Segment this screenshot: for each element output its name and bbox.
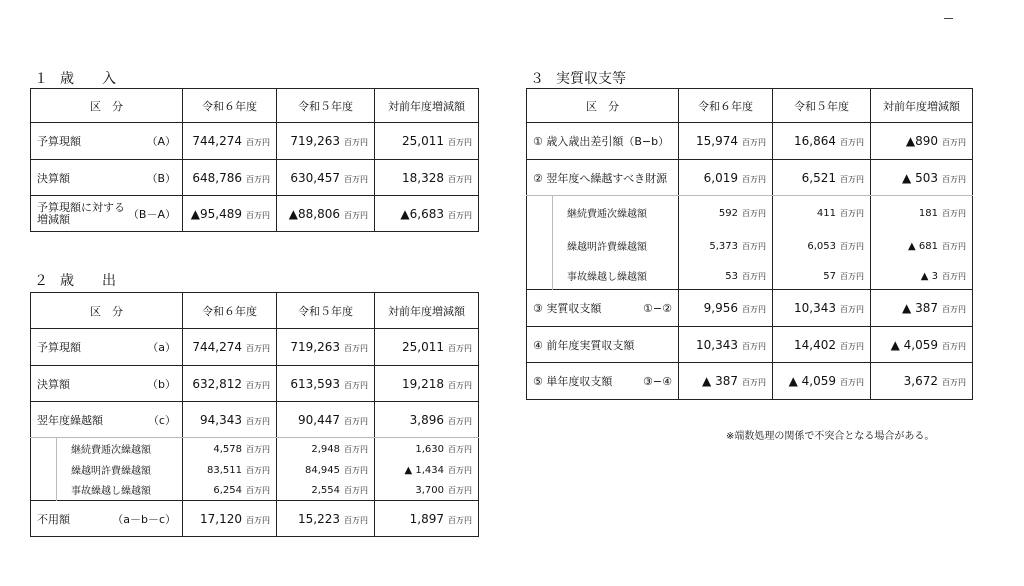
value-r5: 613,593	[290, 376, 340, 391]
unit-label: 百万円	[246, 138, 270, 147]
unit-label: 百万円	[942, 378, 966, 387]
sub-row	[527, 196, 973, 230]
value-r5: 6,053	[807, 241, 836, 252]
unit-label: 百万円	[742, 305, 766, 314]
value-r5: 719,263	[290, 134, 340, 148]
row-code: （b）	[147, 377, 176, 391]
value-r5: 15,223	[298, 511, 340, 526]
header-category: 区 分	[527, 89, 679, 123]
value-r6: 10,343	[696, 337, 738, 352]
table-row	[31, 501, 479, 537]
value-r5: 2,554	[311, 485, 340, 497]
unit-label: 百万円	[742, 341, 766, 351]
header-r6: 令和６年度	[183, 89, 277, 123]
unit-label: 百万円	[448, 344, 472, 353]
unit-label: 百万円	[246, 444, 270, 454]
table-row	[31, 196, 479, 232]
header-r5: 令和５年度	[277, 293, 375, 329]
expenditure-header-row	[31, 293, 479, 329]
header-r6: 令和６年度	[183, 293, 277, 329]
row-code: （B－A）	[127, 207, 176, 221]
row-label: ③ 実質収支額	[533, 302, 602, 315]
unit-label: 百万円	[942, 271, 966, 281]
value-diff: ▲ 681	[908, 241, 938, 252]
unit-label: 百万円	[448, 174, 472, 184]
sub-row-label: 継続費逓次繰越額	[553, 196, 679, 230]
value-diff: 25,011	[402, 134, 444, 148]
row-code: （B）	[146, 171, 176, 185]
value-r5: 2,948	[311, 443, 340, 455]
row-label: ② 翌年度へ繰越すべき財源	[527, 160, 679, 196]
unit-label: 百万円	[742, 242, 766, 251]
value-r6: 17,120	[200, 511, 242, 526]
row-code: （a－b－c）	[112, 512, 176, 526]
unit-label: 百万円	[448, 515, 472, 525]
value-r5: ▲88,806	[288, 206, 340, 221]
unit-label: 百万円	[246, 344, 270, 353]
header-diff: 対前年度増減額	[375, 293, 479, 329]
unit-label: 百万円	[840, 341, 864, 351]
row-code: ①−②	[643, 301, 672, 315]
value-r6: ▲95,489	[190, 206, 242, 221]
value-r5: ▲ 4,059	[788, 374, 836, 388]
value-r5: 90,447	[298, 412, 340, 427]
sub-row-label: 継続費逓次繰越額	[57, 438, 183, 459]
unit-label: 百万円	[246, 486, 270, 496]
unit-label: 百万円	[742, 209, 766, 219]
row-label: 決算額	[37, 171, 70, 185]
revenue-header-row	[31, 89, 479, 123]
value-diff: ▲890	[905, 134, 938, 148]
value-r5: 411	[816, 208, 836, 220]
unit-label: 百万円	[448, 486, 472, 496]
unit-label: 百万円	[246, 416, 270, 426]
value-diff: 1,897	[409, 511, 444, 526]
row-label: ⑤ 単年度収支額	[533, 375, 613, 388]
value-diff: 1,630	[415, 443, 444, 455]
unit-label: 百万円	[448, 210, 472, 220]
header-diff: 対前年度増減額	[871, 89, 973, 123]
unit-label: 百万円	[344, 210, 368, 220]
row-label: 予算現額	[37, 341, 81, 354]
value-r6: 15,974	[696, 134, 738, 148]
corner-mark	[944, 18, 953, 19]
value-r6: 592	[718, 208, 738, 220]
table-row	[31, 402, 479, 438]
unit-label: 百万円	[448, 444, 472, 454]
table-row	[31, 366, 479, 402]
unit-label: 百万円	[942, 305, 966, 314]
unit-label: 百万円	[942, 341, 966, 351]
unit-label: 百万円	[840, 378, 864, 387]
unit-label: 百万円	[344, 380, 368, 390]
header-diff: 対前年度増減額	[375, 89, 479, 123]
row-label-line2: 増減額	[37, 212, 70, 226]
value-r5: 6,521	[801, 170, 836, 185]
unit-label: 百万円	[344, 486, 368, 496]
value-diff: 181	[918, 208, 938, 220]
row-code: ③−④	[643, 374, 672, 388]
unit-label: 百万円	[344, 515, 368, 525]
value-r6: 6,019	[703, 170, 738, 185]
table-row	[527, 290, 973, 327]
row-code: （A）	[146, 135, 176, 148]
expenditure-section-title: ２ 歳 出	[34, 273, 116, 289]
value-r5: 84,945	[305, 464, 340, 476]
value-diff: ▲ 1,434	[404, 464, 444, 476]
value-diff: 19,218	[402, 376, 444, 391]
unit-label: 百万円	[742, 138, 766, 147]
header-category: 区 分	[31, 293, 183, 329]
value-r6: 9,956	[703, 301, 738, 315]
value-r6: 648,786	[192, 170, 242, 185]
table-row	[527, 160, 973, 196]
row-label: 不用額	[37, 512, 70, 526]
unit-label: 百万円	[742, 378, 766, 387]
value-r5: 16,864	[794, 134, 836, 148]
unit-label: 百万円	[942, 209, 966, 219]
unit-label: 百万円	[742, 174, 766, 184]
value-r5: 14,402	[794, 337, 836, 352]
value-diff: ▲6,683	[400, 206, 444, 221]
unit-label: 百万円	[742, 271, 766, 281]
sub-row	[527, 262, 973, 290]
unit-label: 百万円	[942, 138, 966, 147]
value-diff: ▲ 3	[920, 270, 938, 282]
sub-row	[31, 438, 479, 459]
unit-label: 百万円	[448, 465, 472, 475]
unit-label: 百万円	[344, 138, 368, 147]
unit-label: 百万円	[840, 138, 864, 147]
sub-row-label: 事故繰越し繰越額	[553, 262, 679, 290]
balance-header-row	[527, 89, 973, 123]
row-label: ④ 前年度実質収支額	[533, 338, 635, 352]
unit-label: 百万円	[344, 444, 368, 454]
unit-label: 百万円	[246, 465, 270, 475]
header-r5: 令和５年度	[773, 89, 871, 123]
expenditure-table	[30, 292, 479, 537]
sub-row-label: 繰越明許費繰越額	[553, 230, 679, 262]
value-r6: 744,274	[192, 134, 242, 148]
unit-label: 百万円	[344, 174, 368, 184]
unit-label: 百万円	[246, 515, 270, 525]
footnote: ※端数処理の関係で不突合となる場合がある。	[726, 431, 935, 442]
unit-label: 百万円	[246, 174, 270, 184]
unit-label: 百万円	[246, 210, 270, 220]
sub-row-label: 事故繰越し繰越額	[57, 480, 183, 501]
header-r5: 令和５年度	[277, 89, 375, 123]
value-diff: 3,896	[409, 412, 444, 427]
unit-label: 百万円	[840, 305, 864, 314]
value-r5: 10,343	[794, 301, 836, 315]
row-label: 決算額	[37, 377, 70, 391]
value-diff: 18,328	[402, 170, 444, 185]
sub-row-label: 繰越明許費繰越額	[57, 459, 183, 480]
unit-label: 百万円	[344, 344, 368, 353]
revenue-section-title: １ 歳 入	[34, 71, 116, 87]
value-diff: ▲ 387	[902, 301, 938, 315]
revenue-table	[30, 88, 479, 232]
unit-label: 百万円	[840, 242, 864, 251]
row-code: （c）	[147, 413, 176, 427]
unit-label: 百万円	[448, 380, 472, 390]
value-r5: 719,263	[290, 340, 340, 354]
value-r6: 4,578	[213, 443, 242, 455]
value-r6: 5,373	[709, 241, 738, 252]
header-r6: 令和６年度	[679, 89, 773, 123]
unit-label: 百万円	[942, 242, 966, 251]
unit-label: 百万円	[448, 138, 472, 147]
value-r5: 630,457	[290, 170, 340, 185]
balance-table	[526, 88, 973, 400]
value-diff: 3,672	[903, 374, 938, 388]
value-diff: ▲ 4,059	[890, 337, 938, 352]
value-r6: ▲ 387	[702, 374, 738, 388]
row-label-line1: 予算現額に対する	[37, 200, 125, 214]
header-category: 区 分	[31, 89, 183, 123]
table-row	[31, 160, 479, 196]
unit-label: 百万円	[840, 174, 864, 184]
unit-label: 百万円	[246, 380, 270, 390]
value-r6: 94,343	[200, 412, 242, 427]
table-row	[31, 329, 479, 366]
value-r5: 57	[823, 270, 836, 282]
unit-label: 百万円	[344, 416, 368, 426]
unit-label: 百万円	[344, 465, 368, 475]
unit-label: 百万円	[840, 209, 864, 219]
unit-label: 百万円	[942, 174, 966, 184]
unit-label: 百万円	[840, 271, 864, 281]
balance-section-title: ３ 実質収支等	[530, 71, 626, 87]
value-r6: 6,254	[213, 485, 242, 497]
sub-row	[31, 459, 479, 480]
value-r6: 83,511	[207, 464, 242, 476]
row-label: 翌年度繰越額	[37, 413, 103, 427]
sub-row	[527, 230, 973, 262]
row-label: 予算現額	[37, 135, 81, 148]
table-row	[527, 327, 973, 363]
unit-label: 百万円	[448, 416, 472, 426]
table-row	[31, 123, 479, 160]
value-r6: 53	[725, 270, 738, 282]
value-diff: 3,700	[415, 485, 444, 497]
sub-row	[31, 480, 479, 501]
value-diff: 25,011	[402, 340, 444, 354]
row-label: ① 歳入歳出差引額（B−b）	[527, 123, 679, 160]
table-row	[527, 363, 973, 400]
value-diff: ▲ 503	[902, 170, 938, 185]
row-code: （a）	[147, 341, 176, 354]
value-r6: 632,812	[192, 376, 242, 391]
value-r6: 744,274	[192, 340, 242, 354]
table-row	[527, 123, 973, 160]
